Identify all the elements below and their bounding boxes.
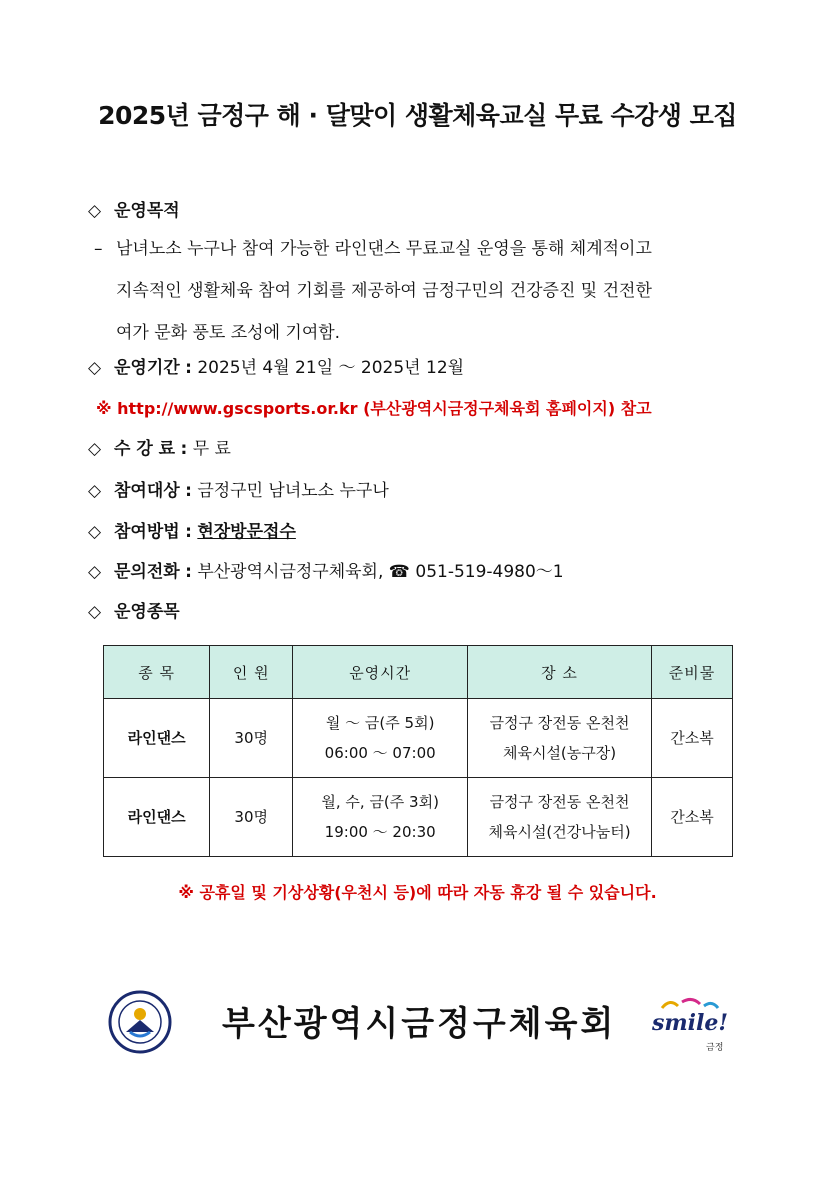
colon: : [185, 358, 192, 378]
closure-note: ※ 공휴일 및 기상상황(우천시 등)에 따라 자동 휴강 될 수 있습니다. [178, 883, 657, 902]
section-period [88, 353, 464, 378]
section-target [88, 476, 389, 501]
purpose-line-1: – 남녀노소 누구나 참여 가능한 라인댄스 무료교실 운영을 통해 체계적이고 [94, 228, 766, 270]
diamond-icon: ◇ [88, 201, 102, 221]
cell-place: 금정구 장전동 온천천 체육시설(농구장) [468, 699, 652, 778]
colon: : [185, 522, 192, 542]
footer-organization: 부산광역시금정구체육회 [222, 1004, 617, 1044]
smile-logo-text: smile! [652, 1010, 729, 1036]
sports-council-emblem-icon [108, 990, 172, 1054]
diamond-icon: ◇ [88, 522, 102, 542]
cell-time: 월, 수, 금(주 3회) 19:00 ～ 20:30 [293, 778, 468, 857]
contact-label: 문의전화 [114, 562, 180, 582]
header-sport: 종 목 [104, 646, 210, 699]
diamond-icon: ◇ [88, 562, 102, 582]
cell-sport: 라인댄스 [104, 699, 210, 778]
colon: : [185, 481, 192, 501]
section-method [88, 517, 296, 542]
section-fee [88, 434, 231, 459]
table-row [104, 778, 733, 857]
header-supplies: 준비물 [651, 646, 732, 699]
header-time: 운영시간 [293, 646, 468, 699]
target-value: 금정구민 남녀노소 누구나 [197, 481, 389, 501]
section-contact [88, 557, 564, 582]
table-row [104, 699, 733, 778]
section-purpose [88, 196, 180, 221]
colon: : [185, 562, 192, 582]
cell-supplies: 간소복 [651, 778, 732, 857]
cell-sport: 라인댄스 [104, 778, 210, 857]
url-note[interactable]: ※ http://www.gscsports.or.kr (부산광역시금정구체육회 홈페이지) 참고 [96, 399, 652, 418]
period-label: 운영기간 [114, 358, 180, 378]
purpose-paragraph [94, 228, 766, 354]
smile-logo-sub: 금정 [706, 1043, 724, 1053]
cell-supplies: 간소복 [651, 699, 732, 778]
cell-count: 30명 [210, 699, 293, 778]
dash-icon: – [94, 239, 103, 259]
header-place: 장 소 [468, 646, 652, 699]
purpose-label: 운영목적 [114, 201, 180, 221]
diamond-icon: ◇ [88, 602, 102, 622]
schedule-table [103, 645, 733, 857]
purpose-line-3: 여가 문화 풍토 조성에 기여함. [116, 323, 341, 343]
cell-count: 30명 [210, 778, 293, 857]
method-label: 참여방법 [114, 522, 180, 542]
purpose-line-2: 지속적인 생활체육 참여 기회를 제공하여 금정구민의 건강증진 및 건전한 [116, 281, 652, 301]
diamond-icon: ◇ [88, 358, 102, 378]
cell-place: 금정구 장전동 온천천 체육시설(건강나눔터) [468, 778, 652, 857]
target-label: 참여대상 [114, 481, 180, 501]
programs-label: 운영종목 [114, 602, 180, 622]
fee-value: 무 료 [192, 439, 231, 459]
method-value: 현장방문접수 [197, 522, 296, 542]
phone-icon: ☎ [388, 562, 410, 582]
page-title: 2025년 금정구 해 · 달맞이 생활체육교실 무료 수강생 모집 [98, 101, 737, 130]
fee-label: 수 강 료 [114, 439, 176, 459]
header-count: 인 원 [210, 646, 293, 699]
diamond-icon: ◇ [88, 439, 102, 459]
section-programs [88, 597, 180, 622]
diamond-icon: ◇ [88, 481, 102, 501]
period-value: 2025년 4월 21일 ～ 2025년 12월 [197, 358, 465, 378]
contact-value: 부산광역시금정구체육회, [197, 562, 384, 582]
colon: : [180, 439, 188, 459]
cell-time: 월 ～ 금(주 5회) 06:00 ～ 07:00 [293, 699, 468, 778]
table-header-row [104, 646, 733, 699]
contact-phone[interactable]: 051-519-4980～1 [415, 562, 564, 582]
